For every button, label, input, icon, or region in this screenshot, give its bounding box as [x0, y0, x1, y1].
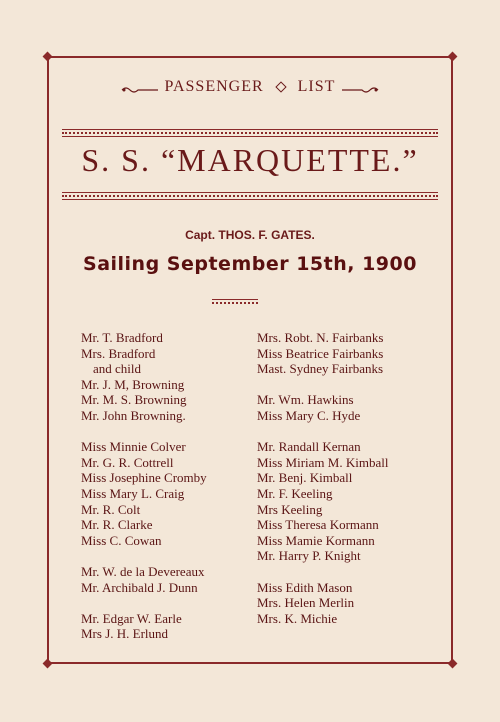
passenger-entry: Mr. T. Bradford — [81, 330, 163, 345]
diamond-separator-icon — [275, 82, 286, 93]
passenger-entry: Miss Mamie Kormann — [257, 532, 375, 548]
group-spacer — [257, 377, 388, 393]
passenger-entry: Mr. G. R. Cottrell — [81, 454, 174, 470]
short-divider — [212, 299, 258, 300]
corner-ornament-bottom-right — [448, 659, 458, 669]
rule-line — [62, 192, 438, 193]
rule-line — [62, 136, 438, 137]
sailing-date: Sailing September 15th, 1900 — [83, 253, 417, 275]
passenger-entry: Mrs. Bradford — [81, 345, 156, 361]
rule-dotted-line — [62, 132, 438, 134]
passenger-entry: Mrs J. H. Erlund — [81, 626, 169, 642]
heading-word-list: LIST — [297, 78, 336, 96]
passenger-entry: Mr. John Browning. — [81, 407, 186, 423]
group-spacer — [257, 564, 388, 580]
group-spacer — [257, 424, 388, 440]
scroll-ornament-right-icon — [340, 82, 380, 92]
passenger-entry: Mr. W. de la Devereaux — [81, 563, 205, 579]
passenger-list-heading — [0, 78, 500, 96]
group-spacer — [81, 595, 207, 611]
passenger-entry: Mr. F. Keeling — [257, 485, 333, 501]
scroll-ornament-left-icon — [120, 82, 160, 92]
passenger-column-left — [81, 330, 207, 642]
captain-line: Capt. THOS. F. GATES. — [185, 228, 315, 242]
passenger-entry: Mr. R. Clarke — [81, 517, 153, 533]
group-spacer — [81, 424, 207, 440]
ship-name: S. S. “MARQUETTE.” — [81, 142, 419, 178]
passenger-entry: Miss Edith Mason — [257, 579, 353, 595]
passenger-entry: Mr. Benj. Kimball — [257, 470, 353, 486]
passenger-entry: Mrs Keeling — [257, 501, 323, 517]
passenger-entry: Miss Josephine Cromby — [81, 470, 207, 486]
passenger-entry: Miss Miriam M. Kimball — [257, 454, 389, 470]
passenger-entry: Mr. Archibald J. Dunn — [81, 579, 198, 595]
passenger-entry: Miss Mary L. Craig — [81, 485, 185, 501]
passenger-entry: Mrs. Helen Merlin — [257, 595, 355, 611]
top-rule-group — [62, 129, 438, 137]
bottom-rule-group — [62, 192, 438, 200]
passenger-column-right — [257, 330, 388, 626]
passenger-entry: Mr. M. S. Browning — [81, 392, 187, 408]
group-spacer — [81, 548, 207, 564]
passenger-entry: Mrs. Robt. N. Fairbanks — [257, 330, 384, 345]
passenger-entry: Miss Mary C. Hyde — [257, 407, 361, 423]
rule-line — [62, 199, 438, 200]
passenger-entry: Miss Theresa Kormann — [257, 517, 379, 533]
passenger-entry: and child — [93, 361, 142, 377]
passenger-entry: Mr. Randall Kernan — [257, 439, 361, 455]
rule-dotted-line — [62, 195, 438, 197]
passenger-entry: Mr. J. M, Browning — [81, 376, 185, 392]
passenger-entry: Mr. Wm. Hawkins — [257, 392, 354, 408]
passenger-entry: Mast. Sydney Fairbanks — [257, 361, 384, 377]
passenger-entry: Mr. Harry P. Knight — [257, 548, 361, 564]
rule-line — [62, 129, 438, 130]
passenger-entry: Mrs. K. Michie — [257, 610, 338, 626]
passenger-entry: Miss Beatrice Fairbanks — [257, 345, 384, 361]
passenger-entry: Mr. R. Colt — [81, 501, 141, 517]
passenger-entry: Miss Minnie Colver — [81, 439, 186, 455]
passenger-entry: Miss C. Cowan — [81, 532, 162, 548]
heading-word-passenger: PASSENGER — [164, 78, 264, 96]
passenger-entry: Mr. Edgar W. Earle — [81, 610, 182, 626]
